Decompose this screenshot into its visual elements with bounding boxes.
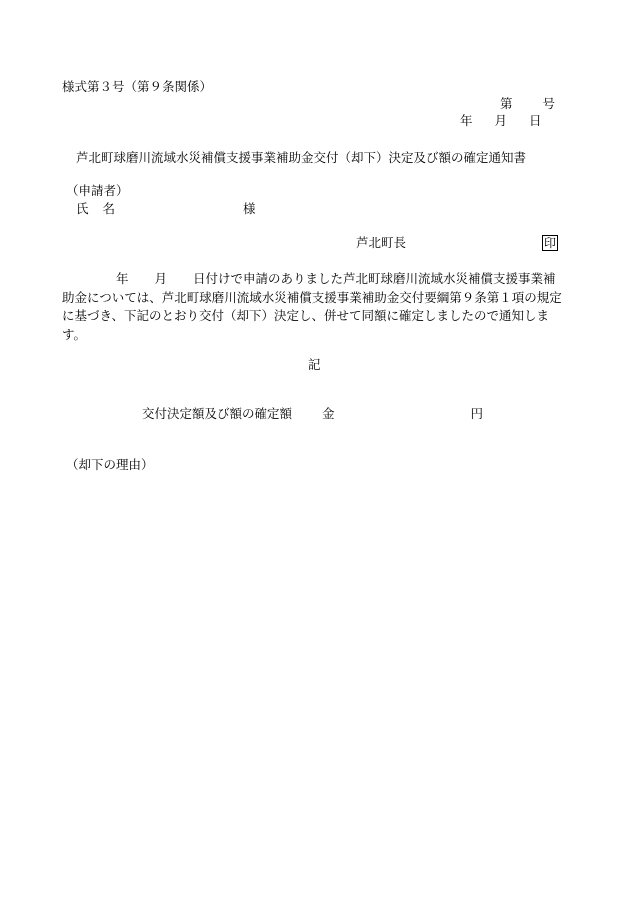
amount-unit: 円: [470, 406, 484, 421]
date-year: 年: [460, 113, 473, 128]
body-paragraph: [62, 270, 562, 344]
body-year: 年: [116, 271, 129, 286]
name-label-2: 名: [102, 201, 116, 216]
ki-heading: 記: [308, 357, 321, 372]
amount-label: 交付決定額及び額の確定額: [142, 406, 293, 421]
number-prefix: 第: [500, 96, 513, 111]
document-date: [460, 115, 542, 128]
seal-mark: 印: [544, 236, 557, 250]
issuer: 芦北町長: [356, 235, 407, 250]
document-title: 芦北町球磨川流域水災補償支援事業補助金交付（却下）決定及び額の確定通知書: [76, 150, 527, 165]
document-number: [500, 98, 555, 111]
body-month: 月: [154, 271, 168, 286]
applicant-name-row: [76, 203, 256, 216]
body-text: 日付けで申請のありました芦北町球磨川流域水災補償支援事業補助金については、芦北町球磨川流域水災補償支援事業補助金交付要綱第９条第１項の規定に基づき、下記のとおり交付（却下）決定し、併せて同額に確定しましたので通知します。: [62, 271, 562, 342]
amount-row: [142, 408, 483, 421]
amount-prefix: 金: [322, 406, 335, 421]
date-month: 月: [494, 113, 508, 128]
name-label-1: 氏: [76, 201, 89, 216]
number-suffix: 号: [542, 96, 556, 111]
rejection-reason-label: （却下の理由）: [66, 457, 154, 472]
date-day: 日: [529, 113, 542, 128]
applicant-label: （申請者）: [66, 183, 129, 198]
honorific: 様: [243, 201, 256, 216]
form-label: 様式第３号（第９条関係）: [62, 79, 213, 94]
